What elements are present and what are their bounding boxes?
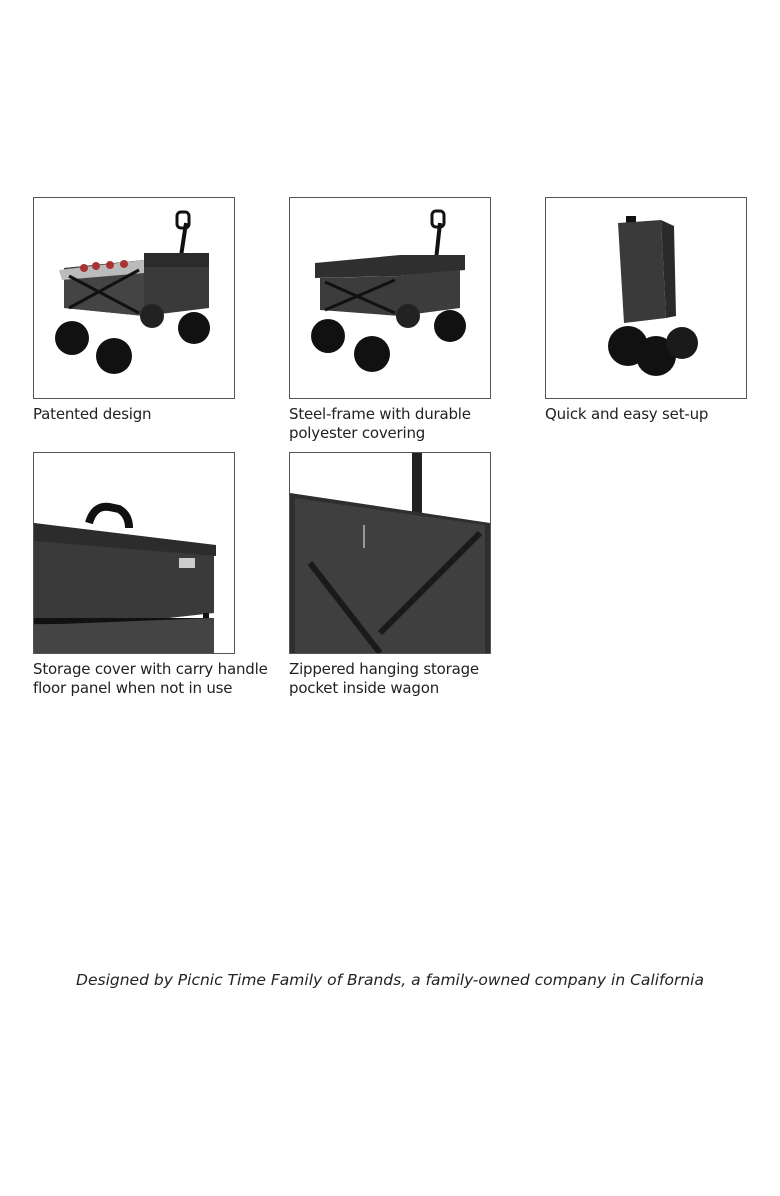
feature-caption: Patented design — [33, 405, 152, 423]
wagon-folded-image — [545, 197, 747, 399]
feature-caption: Steel-frame with durable polyester covering — [289, 405, 471, 442]
feature-caption: Quick and easy set-up — [545, 405, 709, 423]
feature-tile-steel-frame — [289, 197, 491, 443]
feature-tile-storage-cover — [33, 452, 268, 698]
feature-tile-patented-design — [33, 197, 235, 424]
feature-tile-storage-pocket — [289, 452, 491, 698]
feature-caption: Storage cover with carry handle floor panel when not in use — [33, 660, 268, 697]
wagon-covered-image — [289, 197, 491, 399]
feature-caption: Zippered hanging storage pocket inside wagon — [289, 660, 479, 697]
brand-footer-text: Designed by Picnic Time Family of Brands, a family-owned company in California — [76, 971, 704, 989]
pocket-closeup-image — [289, 452, 491, 654]
cover-closeup-image — [33, 452, 235, 654]
feature-tile-quick-setup — [545, 197, 747, 424]
wagon-open-image — [33, 197, 235, 399]
